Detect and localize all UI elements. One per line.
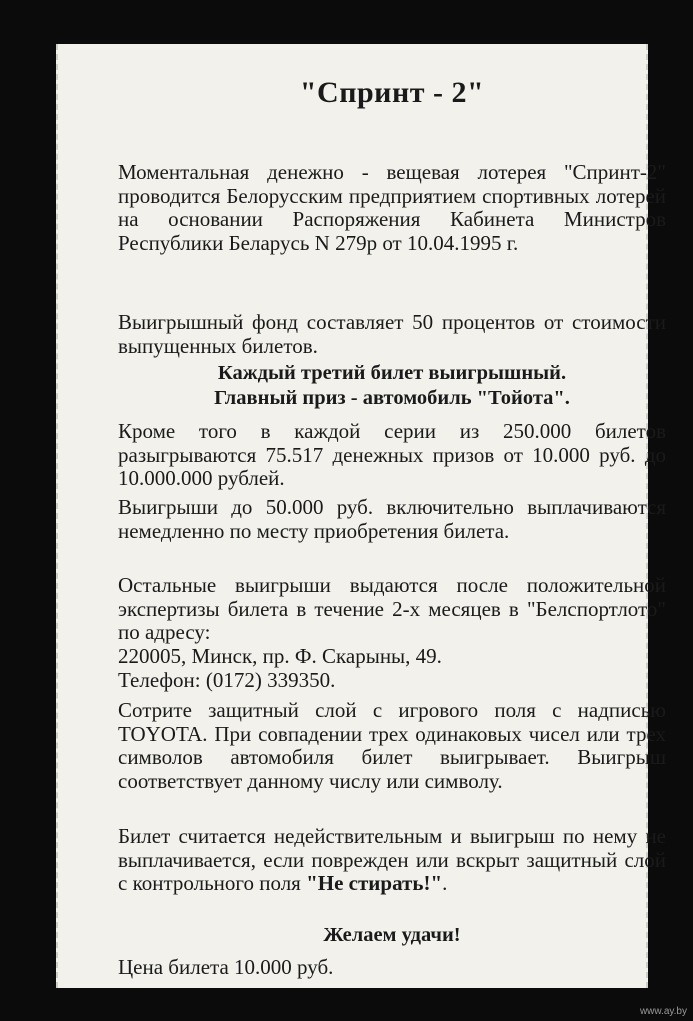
lottery-ticket [56, 44, 666, 988]
validity-text-end: . [442, 871, 448, 895]
ticket-title: "Спринт - 2" [299, 76, 485, 109]
instructions-text-start: Сотрите защитный слой с игрового поля с надписью [118, 698, 666, 722]
paragraph-validity [118, 825, 666, 896]
paragraph-series-prizes: Кроме того в каждой серии из 250.000 билетов разыгрываются 75.517 денежных призов от 10.000 руб. до 10.000.000 рублей. [118, 419, 666, 490]
paragraph-other-payouts: Остальные выигрыши выдаются после положительной экспертизы билета в течение 2-х месяцев в "Белспортлото" по адресу: [118, 573, 666, 644]
paragraph-instant-payout: Выигрыши до 50.000 руб. включительно выплачиваются немедленно по месту приобретения билета. [118, 495, 666, 543]
watermark: www.ay.by [639, 1006, 687, 1017]
good-luck-text: Желаем удачи! [323, 924, 461, 946]
paragraph-prize-fund: Выигрышный фонд составляет 50 процентов от стоимости выпущенных билетов. [118, 310, 666, 358]
headline-every-third: Каждый третий билет выигрышный. [217, 362, 567, 384]
paragraph-instructions [118, 699, 666, 793]
control-field-label: "Не стирать!" [306, 871, 443, 895]
ticket-price: Цена билета 10.000 руб. [118, 955, 334, 979]
validity-text-start: Билет считается недействительным и выигрыш по нему не выплачивается, если поврежден или вскрыт защитный слой с контрольного поля [118, 824, 666, 895]
phone-line: Телефон: (0172) 339350. [118, 668, 336, 692]
instructions-text-end: . При совпадении трех одинаковых чисел или трех символов автомобиля билет выигрывает. Выигрыш соответствует данному числу или символу. [118, 721, 666, 793]
address-line: 220005, Минск, пр. Ф. Скарыны, 49. [118, 644, 442, 668]
paragraph-organizer: Моментальная денежно - вещевая лотерея "Спринт-2" проводится Белорусским предприятием спортивных лотерей на основании Распоряжения Кабинета Министров Республики Беларусь N 279р от 10.04.1995 г. [118, 160, 666, 255]
brand-name: TOYOTA [118, 721, 203, 746]
headline-main-prize: Главный приз - автомобиль "Тойота". [214, 387, 570, 409]
